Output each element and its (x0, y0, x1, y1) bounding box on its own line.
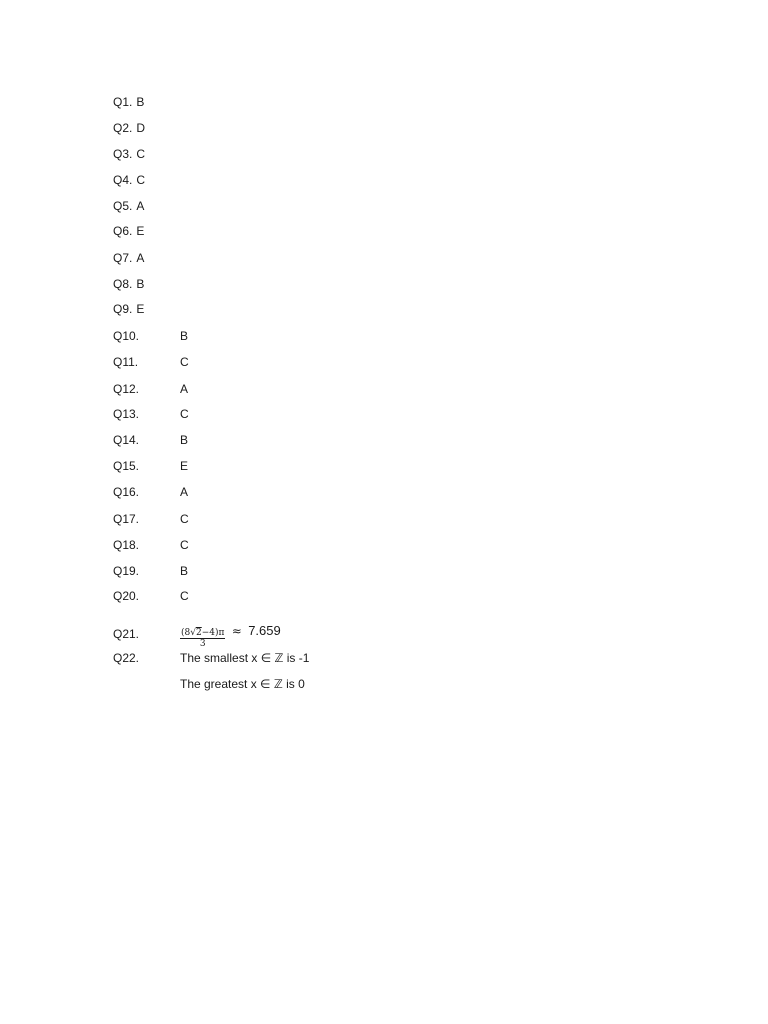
answer-value: A (136, 199, 145, 213)
answer-value: C (180, 407, 189, 421)
question-label: Q3. (113, 147, 133, 161)
question-label: Q15. (113, 459, 140, 473)
answer-row-q9 (113, 300, 144, 318)
question-label: Q18. (113, 538, 140, 552)
answer-row-q22 (113, 649, 309, 667)
answer-value: A (180, 485, 189, 499)
answer-value: B (136, 95, 145, 109)
answer-row-q19 (113, 562, 188, 580)
answer-value: D (136, 121, 146, 135)
sqrt-symbol: √ (190, 628, 196, 638)
answer-value: C (180, 538, 189, 552)
answer-value: E (136, 224, 145, 238)
question-label: Q22. (113, 651, 140, 665)
answer-row-q6 (113, 222, 144, 240)
answer-value: B (180, 433, 189, 447)
answer-row-q13 (113, 405, 189, 423)
answer-row-q1 (113, 93, 144, 111)
approx-value: 7.659 (248, 623, 281, 638)
question-label: Q5. (113, 199, 133, 213)
answer-value: E (180, 459, 189, 473)
answer-value: C (180, 589, 189, 603)
question-label: Q20. (113, 589, 140, 603)
question-label: Q14. (113, 433, 140, 447)
question-label: Q11. (113, 355, 139, 369)
answer-row-q21 (113, 620, 281, 649)
fraction-denominator: 3 (199, 639, 206, 649)
answer-value: E (136, 302, 145, 316)
question-label: Q19. (113, 564, 140, 578)
answer-row-q2 (113, 119, 145, 137)
numerator-open: (8 (181, 628, 191, 638)
answer-text-line1: The smallest x ∈ ℤ is -1 (180, 651, 310, 665)
answer-value: B (180, 329, 189, 343)
question-label: Q4. (113, 173, 133, 187)
answer-row-q5 (113, 197, 144, 215)
question-label: Q7. (113, 251, 133, 265)
fraction-numerator (180, 628, 225, 639)
answer-row-q4 (113, 171, 145, 189)
answer-value: A (136, 251, 145, 265)
approx-symbol: ≈ (231, 624, 242, 638)
sqrt-radicand: 2 (196, 628, 202, 638)
answer-value: C (136, 173, 146, 187)
numerator-close: −4)π (201, 628, 225, 638)
answer-row-q12 (113, 380, 188, 398)
answer-row-q18 (113, 536, 189, 554)
answer-row-q20 (113, 587, 189, 605)
answer-value: C (180, 512, 189, 526)
answer-row-q11 (113, 353, 189, 371)
question-label: Q1. (113, 95, 133, 109)
question-label: Q17. (113, 512, 140, 526)
question-label: Q9. (113, 302, 133, 316)
answer-value: C (180, 355, 189, 369)
answer-value: B (180, 564, 189, 578)
answer-row-q10 (113, 327, 188, 345)
question-label: Q8. (113, 277, 133, 291)
question-label: Q2. (113, 121, 133, 135)
formula-answer (180, 620, 281, 649)
question-label: Q6. (113, 224, 133, 238)
answer-text-line2: The greatest x ∈ ℤ is 0 (180, 677, 305, 691)
answer-value: B (136, 277, 145, 291)
answer-value: C (136, 147, 146, 161)
answer-row-q7 (113, 249, 144, 267)
answer-row-q16 (113, 483, 188, 501)
answer-row-q22-continuation (180, 675, 305, 693)
answer-value: A (180, 382, 189, 396)
answer-row-q17 (113, 510, 189, 528)
answer-row-q14 (113, 431, 188, 449)
question-label: Q13. (113, 407, 140, 421)
fraction (180, 628, 225, 649)
question-label: Q21. (113, 626, 140, 641)
question-label: Q16. (113, 485, 140, 499)
question-label: Q12. (113, 382, 140, 396)
question-label: Q10. (113, 329, 140, 343)
answer-row-q3 (113, 145, 145, 163)
answer-row-q15 (113, 457, 188, 475)
answer-row-q8 (113, 275, 144, 293)
